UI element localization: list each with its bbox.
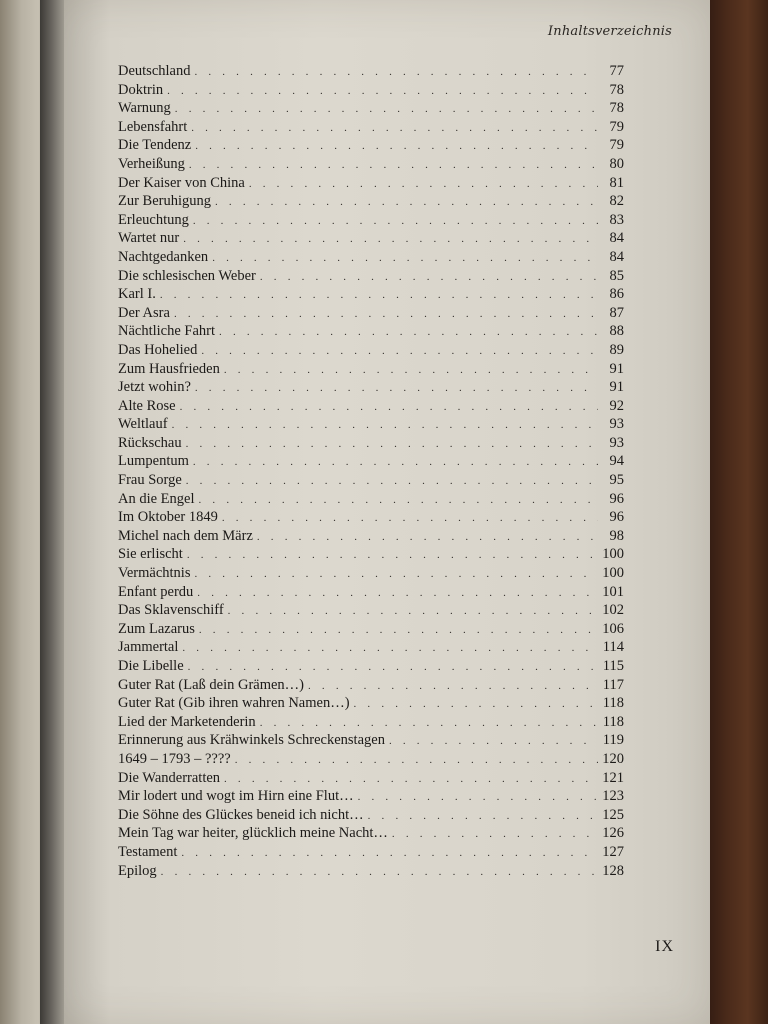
toc-entry-title: Die Söhne des Glückes beneid ich nicht…: [118, 806, 364, 823]
toc-entry-title: Nächtliche Fahrt: [118, 323, 216, 340]
toc-entry-page: 118: [602, 695, 624, 712]
toc-entry-page: 93: [609, 434, 624, 451]
toc-entry-page: 95: [609, 472, 624, 489]
toc-entry-page: 120: [602, 750, 624, 767]
toc-entry: [118, 638, 624, 657]
toc-entry-page: 118: [602, 713, 624, 730]
dot-leader: [182, 639, 598, 658]
toc-entry-page: 80: [609, 155, 624, 172]
toc-entry: [118, 341, 624, 360]
toc-entry-title: Karl I.: [118, 286, 156, 303]
wooden-table-background: [700, 0, 768, 1024]
toc-entry-title: Das Sklavenschiff: [118, 602, 224, 619]
toc-entry-title: Zur Beruhigung: [118, 193, 212, 210]
toc-entry: [118, 285, 624, 304]
toc-entry: [118, 601, 624, 620]
toc-entry-page: 96: [609, 490, 624, 507]
toc-entry: [118, 415, 624, 434]
dot-leader: [201, 342, 598, 361]
toc-entry: [118, 471, 624, 490]
toc-entry: [118, 490, 624, 509]
toc-entry-title: Warnung: [118, 100, 171, 117]
toc-entry-page: 106: [602, 620, 624, 637]
toc-entry-title: Die Wanderratten: [118, 769, 221, 786]
toc-entry-title: 1649 – 1793 – ????: [118, 750, 231, 767]
toc-entry-page: 102: [602, 602, 624, 619]
toc-entry-page: 91: [609, 379, 624, 396]
dot-leader: [215, 193, 598, 212]
toc-entry-page: 123: [602, 788, 624, 805]
toc-entry-page: 79: [609, 118, 624, 135]
dot-leader: [181, 844, 598, 863]
toc-entry-title: Weltlauf: [118, 416, 168, 433]
dot-leader: [257, 528, 598, 547]
toc-entry: [118, 62, 624, 81]
toc-entry: [118, 806, 624, 825]
toc-entry-title: Lied der Marketenderin: [118, 713, 256, 730]
toc-entry-title: Frau Sorge: [118, 472, 182, 489]
dot-leader: [194, 63, 598, 82]
toc-entry-title: Die schlesischen Weber: [118, 267, 256, 284]
dot-leader: [199, 491, 598, 510]
toc-entry-title: Epilog: [118, 862, 157, 879]
toc-entry: [118, 843, 624, 862]
toc-entry-page: 92: [609, 397, 624, 414]
toc-entry-title: Mein Tag war heiter, glücklich meine Nacht…: [118, 825, 388, 842]
toc-entry: [118, 136, 624, 155]
toc-entry-title: Lebensfahrt: [118, 118, 188, 135]
dot-leader: [195, 379, 598, 398]
toc-entry-title: Erinnerung aus Krähwinkels Schreckenstagen: [118, 732, 385, 749]
toc-entry: [118, 750, 624, 769]
toc-entry-title: Der Asra: [118, 304, 170, 321]
dot-leader: [160, 286, 598, 305]
toc-entry-page: 84: [609, 230, 624, 247]
toc-entry-page: 85: [609, 267, 624, 284]
toc-entry: [118, 769, 624, 788]
dot-leader: [308, 677, 598, 696]
dot-leader: [180, 398, 598, 417]
toc-entry-page: 101: [602, 583, 624, 600]
dot-leader: [188, 658, 598, 677]
dot-leader: [193, 453, 598, 472]
dot-leader: [197, 584, 598, 603]
dot-leader: [186, 435, 598, 454]
dot-leader: [195, 137, 598, 156]
toc-entry: [118, 713, 624, 732]
toc-entry: [118, 657, 624, 676]
toc-entry-title: Zum Hausfrieden: [118, 360, 220, 377]
dot-leader: [260, 714, 598, 733]
toc-entry: [118, 787, 624, 806]
dot-leader: [235, 751, 598, 770]
toc-entry: [118, 564, 624, 583]
toc-entry-title: Die Tendenz: [118, 137, 192, 154]
dot-leader: [191, 119, 598, 138]
toc-entry-page: 88: [609, 323, 624, 340]
toc-entry-title: Testament: [118, 843, 178, 860]
toc-entry-page: 86: [609, 286, 624, 303]
toc-entry-title: Verheißung: [118, 155, 185, 172]
toc-entry-page: 79: [609, 137, 624, 154]
toc-entry-title: Nachtgedanken: [118, 248, 209, 265]
toc-entry-title: Die Libelle: [118, 658, 184, 674]
toc-entry-page: 127: [602, 843, 624, 860]
dot-leader: [354, 695, 598, 714]
toc-entry: [118, 360, 624, 379]
toc-entry-page: 87: [609, 304, 624, 321]
toc-entry: [118, 174, 624, 193]
toc-entry-page: 84: [609, 248, 624, 265]
toc-entry-page: 82: [609, 193, 624, 210]
dot-leader: [368, 807, 598, 826]
toc-entry-page: 117: [602, 676, 624, 693]
table-of-contents: [118, 62, 624, 880]
toc-entry: [118, 583, 624, 602]
toc-entry: [118, 304, 624, 323]
dot-leader: [358, 788, 598, 807]
dot-leader: [228, 602, 598, 621]
toc-entry: [118, 731, 624, 750]
toc-entry-title: Deutschland: [118, 63, 191, 79]
toc-entry-page: 77: [609, 63, 624, 79]
toc-entry: [118, 322, 624, 341]
dot-leader: [183, 230, 598, 249]
toc-entry: [118, 620, 624, 639]
toc-entry: [118, 694, 624, 713]
toc-entry-title: Mir lodert und wogt im Hirn eine Flut…: [118, 788, 354, 805]
toc-entry-title: Doktrin: [118, 81, 164, 98]
toc-entry-page: 114: [602, 639, 624, 656]
toc-entry: [118, 676, 624, 695]
toc-entry: [118, 824, 624, 843]
toc-entry-page: 121: [602, 769, 624, 786]
dot-leader: [167, 82, 598, 101]
toc-entry-page: 89: [609, 341, 624, 358]
dot-leader: [224, 361, 598, 380]
toc-entry-title: Der Kaiser von China: [118, 174, 245, 191]
toc-entry: [118, 267, 624, 286]
toc-entry-title: Wartet nur: [118, 230, 180, 247]
toc-entry-page: 100: [602, 565, 624, 582]
dot-leader: [222, 509, 598, 528]
dot-leader: [392, 825, 598, 844]
toc-entry-title: Alte Rose: [118, 397, 176, 414]
toc-entry: [118, 229, 624, 248]
toc-entry: [118, 452, 624, 471]
dot-leader: [249, 175, 598, 194]
dot-leader: [174, 305, 598, 324]
toc-entry: [118, 434, 624, 453]
dot-leader: [260, 268, 598, 287]
toc-entry: [118, 397, 624, 416]
toc-entry-page: 81: [609, 174, 624, 191]
dot-leader: [224, 770, 598, 789]
toc-entry-page: 115: [602, 658, 624, 674]
toc-entry-title: Im Oktober 1849: [118, 509, 218, 526]
toc-entry: [118, 81, 624, 100]
toc-entry: [118, 248, 624, 267]
toc-entry-page: 126: [602, 825, 624, 842]
toc-entry: [118, 508, 624, 527]
toc-entry-title: Guter Rat (Laß dein Grämen…): [118, 676, 305, 693]
toc-entry: [118, 99, 624, 118]
toc-entry-page: 98: [609, 527, 624, 544]
page-number: IX: [655, 938, 674, 955]
dot-leader: [161, 863, 598, 882]
dot-leader: [187, 546, 598, 565]
toc-entry-title: Sie erlischt: [118, 546, 183, 563]
dot-leader: [212, 249, 598, 268]
toc-entry-title: Enfant perdu: [118, 583, 194, 600]
book-gutter: [40, 0, 64, 1024]
toc-entry-page: 78: [609, 81, 624, 98]
toc-entry-title: Rückschau: [118, 434, 182, 451]
dot-leader: [175, 100, 598, 119]
toc-entry-page: 128: [602, 862, 624, 879]
toc-entry-title: Guter Rat (Gib ihren wahren Namen…): [118, 695, 350, 712]
dot-leader: [194, 565, 598, 584]
running-header: Inhaltsverzeichnis: [547, 24, 672, 39]
toc-entry-page: 83: [609, 211, 624, 228]
toc-entry-title: Das Hohelied: [118, 341, 198, 358]
dot-leader: [219, 323, 598, 342]
toc-entry-title: Vermächtnis: [118, 565, 191, 582]
toc-entry-page: 119: [602, 732, 624, 749]
toc-entry-page: 125: [602, 806, 624, 823]
toc-entry-title: Jetzt wohin?: [118, 379, 191, 396]
dot-leader: [189, 156, 598, 175]
toc-entry-page: 78: [609, 100, 624, 117]
toc-entry: [118, 155, 624, 174]
toc-entry-title: Erleuchtung: [118, 211, 189, 228]
toc-entry-title: An die Engel: [118, 490, 195, 507]
toc-entry: [118, 192, 624, 211]
dot-leader: [186, 472, 598, 491]
toc-entry-title: Zum Lazarus: [118, 620, 195, 637]
toc-entry: [118, 118, 624, 137]
dot-leader: [199, 621, 598, 640]
toc-entry-title: Lumpentum: [118, 453, 189, 470]
toc-entry: [118, 527, 624, 546]
toc-entry: [118, 862, 624, 881]
toc-entry: [118, 211, 624, 230]
toc-entry: [118, 545, 624, 564]
toc-entry-page: 91: [609, 360, 624, 377]
toc-entry-page: 96: [609, 509, 624, 526]
toc-entry: [118, 378, 624, 397]
dot-leader: [389, 732, 598, 751]
dot-leader: [193, 212, 598, 231]
toc-entry-title: Michel nach dem März: [118, 527, 253, 544]
toc-entry-title: Jammertal: [118, 639, 179, 656]
toc-entry-page: 94: [609, 453, 624, 470]
toc-entry-page: 93: [609, 416, 624, 433]
dot-leader: [172, 416, 598, 435]
toc-entry-page: 100: [602, 546, 624, 563]
